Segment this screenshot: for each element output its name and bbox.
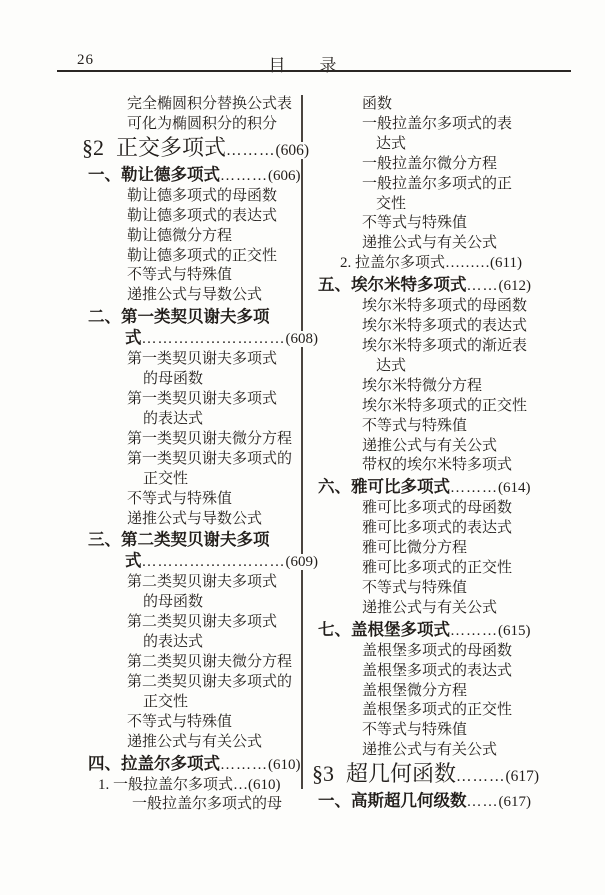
toc-entry xyxy=(127,490,303,510)
entry-dots: ……… xyxy=(226,141,276,159)
entry-page-number: (611) xyxy=(490,255,522,272)
page-number: 26 xyxy=(77,52,94,68)
entry-text: 完全椭圆积分替换公式表 xyxy=(127,96,293,112)
entry-text: 盖根堡多项式的母函数 xyxy=(362,642,513,659)
entry-text: 达式 xyxy=(376,357,407,374)
entry-text: 正交性 xyxy=(143,470,189,487)
entry-text: 递推公式与有关公式 xyxy=(362,437,498,454)
entry-dots: ……… xyxy=(220,756,268,773)
toc-entry xyxy=(143,410,303,430)
entry-page-number: (614) xyxy=(498,480,531,497)
toc-entry xyxy=(362,741,570,761)
entry-text: 不等式与特殊值 xyxy=(127,267,233,284)
entry-text: 不等式与特殊值 xyxy=(127,713,233,730)
entry-text: 递推公式与有关公式 xyxy=(127,733,263,750)
entry-text: 埃尔米特微分方程 xyxy=(362,377,483,394)
toc-entry xyxy=(318,790,570,813)
toc-entry xyxy=(376,195,570,215)
entry-dots: ……… xyxy=(450,622,498,639)
toc-entry xyxy=(362,579,570,599)
entry-text: 不等式与特殊值 xyxy=(362,722,468,739)
toc-entry xyxy=(362,642,570,662)
entry-label: 五、 xyxy=(318,275,351,295)
toc-entry xyxy=(376,135,570,155)
toc-entry xyxy=(362,214,570,234)
toc-entry xyxy=(127,430,303,450)
entry-text: 盖根堡多项式的表达式 xyxy=(362,662,513,679)
toc-entry xyxy=(127,510,303,530)
toc-entry xyxy=(362,539,570,559)
entry-title: 式 xyxy=(125,551,142,571)
toc-entry xyxy=(362,437,570,457)
entry-text: 第二类契贝谢夫多项式 xyxy=(127,614,278,631)
toc-entry xyxy=(362,297,570,317)
toc-entry xyxy=(88,164,303,187)
toc-entry xyxy=(88,529,303,550)
toc-entry xyxy=(143,370,303,390)
toc-entry xyxy=(362,417,570,437)
entry-label: 六、 xyxy=(318,477,351,497)
entry-title: 盖根堡多项式 xyxy=(351,619,450,639)
toc-entry xyxy=(376,357,570,377)
toc-entry xyxy=(143,470,303,490)
entry-page-number: (606) xyxy=(275,141,310,159)
entry-title: 高斯超几何级数 xyxy=(351,791,467,811)
toc-entry xyxy=(127,286,303,306)
entry-text: 雅可比多项式的正交性 xyxy=(362,560,513,577)
entry-page-number: (608) xyxy=(285,331,318,348)
toc-entry xyxy=(362,519,570,539)
entry-text: 的母函数 xyxy=(143,594,204,611)
entry-label: §3 xyxy=(312,761,334,787)
toc-entry xyxy=(362,559,570,579)
page-title: 目 录 xyxy=(268,56,337,75)
entry-text: 一般拉盖尔多项式的母 xyxy=(132,796,283,813)
entry-text: 第一类契贝谢夫多项式 xyxy=(127,351,278,368)
entry-text: 不等式与特殊值 xyxy=(127,490,233,507)
toc-entry xyxy=(362,662,570,682)
entry-page-number: (612) xyxy=(498,278,531,295)
toc-entry xyxy=(362,115,570,135)
toc-entry xyxy=(127,733,303,753)
entry-page-number: (606) xyxy=(268,167,301,184)
toc-entry xyxy=(127,350,303,370)
entry-page-number: (615) xyxy=(498,622,531,639)
toc-entry xyxy=(143,593,303,613)
entry-text: 可化为椭圆积分的积分 xyxy=(127,115,278,132)
entry-label: 七、 xyxy=(318,619,351,639)
entry-text: 的母函数 xyxy=(143,371,204,388)
entry-label: 一、 xyxy=(88,164,121,184)
entry-dots: ……… xyxy=(456,768,506,786)
toc-entry xyxy=(318,476,570,499)
entry-text: 第一类契贝谢夫多项式的 xyxy=(127,450,293,467)
toc-entry xyxy=(143,693,303,713)
toc-entry xyxy=(362,701,570,721)
entry-title: 埃尔米特多项式 xyxy=(351,275,467,295)
entry-text: 勒让德多项式的正交性 xyxy=(127,247,278,264)
toc-column-left xyxy=(78,95,318,815)
entry-text: 一般拉盖尔多项式的正 xyxy=(362,175,513,192)
entry-dots: ……………………… xyxy=(141,331,286,348)
entry-text: 递推公式与有关公式 xyxy=(362,235,498,252)
entry-label: 三、 xyxy=(88,530,121,550)
entry-dots: ……………………… xyxy=(141,554,286,571)
toc-entry xyxy=(340,254,570,274)
entry-dots: …… xyxy=(466,278,499,295)
entry-text: 交性 xyxy=(376,195,407,212)
toc-entry xyxy=(312,761,570,790)
toc-entry xyxy=(127,187,303,207)
entry-text: 雅可比多项式的表达式 xyxy=(362,520,513,537)
toc-entry xyxy=(127,247,303,267)
entry-text: 递推公式与导数公式 xyxy=(127,510,263,527)
entry-text: 埃尔米特多项式的渐近表 xyxy=(362,337,528,354)
entry-page-number: (610) xyxy=(248,776,281,793)
entry-title: 正交多项式 xyxy=(116,134,227,160)
entry-text: 的表达式 xyxy=(143,410,204,427)
entry-title: 雅可比多项式 xyxy=(351,477,450,497)
toc-entry xyxy=(127,713,303,733)
entry-text: 第二类契贝谢夫微分方程 xyxy=(127,654,293,671)
toc-entry xyxy=(125,327,318,350)
entry-text: 不等式与特殊值 xyxy=(362,417,468,434)
entry-text: 不等式与特殊值 xyxy=(362,579,468,596)
toc-entry xyxy=(362,682,570,702)
entry-text: 的表达式 xyxy=(143,634,204,651)
toc-entry xyxy=(127,95,303,115)
entry-label: 四、 xyxy=(88,753,121,773)
toc-entry xyxy=(132,795,303,815)
entry-text: 埃尔米特多项式的表达式 xyxy=(362,318,528,335)
entry-text: 第一类契贝谢夫多项式 xyxy=(127,391,278,408)
entry-page-number: (610) xyxy=(268,756,301,773)
entry-text: 正交性 xyxy=(143,693,189,710)
entry-title: 第二类契贝谢夫多项 xyxy=(121,530,270,550)
entry-text: 达式 xyxy=(376,135,407,152)
entry-text: 埃尔米特多项式的正交性 xyxy=(362,397,528,414)
entry-text: 一般拉盖尔多项式的表 xyxy=(362,115,513,132)
entry-text: 勒让德多项式的表达式 xyxy=(127,207,278,224)
entry-text: 第二类契贝谢夫多项式 xyxy=(127,574,278,591)
entry-text: 第一类契贝谢夫微分方程 xyxy=(127,430,293,447)
toc-entry xyxy=(143,633,303,653)
toc-entry xyxy=(127,673,303,693)
toc-entry xyxy=(362,234,570,254)
toc-entry xyxy=(362,456,570,476)
entry-text: 不等式与特殊值 xyxy=(362,215,468,232)
toc-entry xyxy=(88,753,303,776)
entry-text: 勒让德微分方程 xyxy=(127,227,233,244)
entry-page-number: (609) xyxy=(285,554,318,571)
toc-entry xyxy=(127,227,303,247)
toc-entry xyxy=(82,134,310,164)
entry-title: 第一类契贝谢夫多项 xyxy=(121,307,270,327)
entry-text: 第二类契贝谢夫多项式的 xyxy=(127,673,293,690)
toc-entry xyxy=(127,266,303,286)
toc-entry xyxy=(125,550,318,573)
toc-entry xyxy=(362,317,570,337)
toc-entry xyxy=(362,377,570,397)
toc-entry xyxy=(127,207,303,227)
toc-column-right xyxy=(308,95,570,813)
toc-entry xyxy=(362,155,570,175)
toc-entry xyxy=(127,450,303,470)
entry-text: 1. 一般拉盖尔多项式… xyxy=(98,776,249,793)
entry-text: 递推公式与导数公式 xyxy=(127,287,263,304)
toc-entry xyxy=(88,306,303,327)
toc-entry xyxy=(127,390,303,410)
entry-title: 勒让德多项式 xyxy=(121,164,220,184)
entry-title: 式 xyxy=(125,328,142,348)
entry-page-number: (617) xyxy=(498,794,531,811)
toc-entry xyxy=(362,175,570,195)
toc-entry xyxy=(362,95,570,115)
entry-text: 勒让德多项式的母函数 xyxy=(127,187,278,204)
toc-entry xyxy=(362,397,570,417)
toc-entry xyxy=(127,653,303,673)
entry-text: 递推公式与有关公式 xyxy=(362,599,498,616)
entry-page-number: (617) xyxy=(505,768,540,786)
entry-text: 带权的埃尔米特多项式 xyxy=(362,457,513,474)
entry-label: 二、 xyxy=(88,307,121,327)
header-rule xyxy=(57,70,571,72)
toc-entry xyxy=(362,499,570,519)
entry-text: 递推公式与有关公式 xyxy=(362,742,498,759)
toc-entry xyxy=(318,274,570,297)
toc-entry xyxy=(98,776,303,796)
toc-entry xyxy=(127,573,303,593)
entry-text: 一般拉盖尔微分方程 xyxy=(362,155,498,172)
toc-entry xyxy=(362,337,570,357)
entry-label: 一、 xyxy=(318,791,351,811)
entry-dots: ……… xyxy=(450,480,498,497)
entry-dots: ……… xyxy=(220,167,268,184)
entry-label: §2 xyxy=(82,134,104,160)
entry-text: 雅可比多项式的母函数 xyxy=(362,500,513,517)
toc-entry xyxy=(318,619,570,642)
entry-title: 超几何函数 xyxy=(346,761,457,787)
entry-text: 函数 xyxy=(362,96,393,112)
entry-text: 盖根堡微分方程 xyxy=(362,682,468,699)
entry-text: 盖根堡多项式的正交性 xyxy=(362,702,513,719)
toc-entry xyxy=(127,613,303,633)
entry-text: 埃尔米特多项式的母函数 xyxy=(362,298,528,315)
entry-dots: …… xyxy=(466,794,499,811)
toc-entry xyxy=(362,721,570,741)
toc-entry xyxy=(127,115,303,135)
toc-entry xyxy=(362,599,570,619)
entry-title: 拉盖尔多项式 xyxy=(121,753,220,773)
entry-text: 雅可比微分方程 xyxy=(362,540,468,557)
entry-text: 2. 拉盖尔多项式……… xyxy=(340,255,491,272)
